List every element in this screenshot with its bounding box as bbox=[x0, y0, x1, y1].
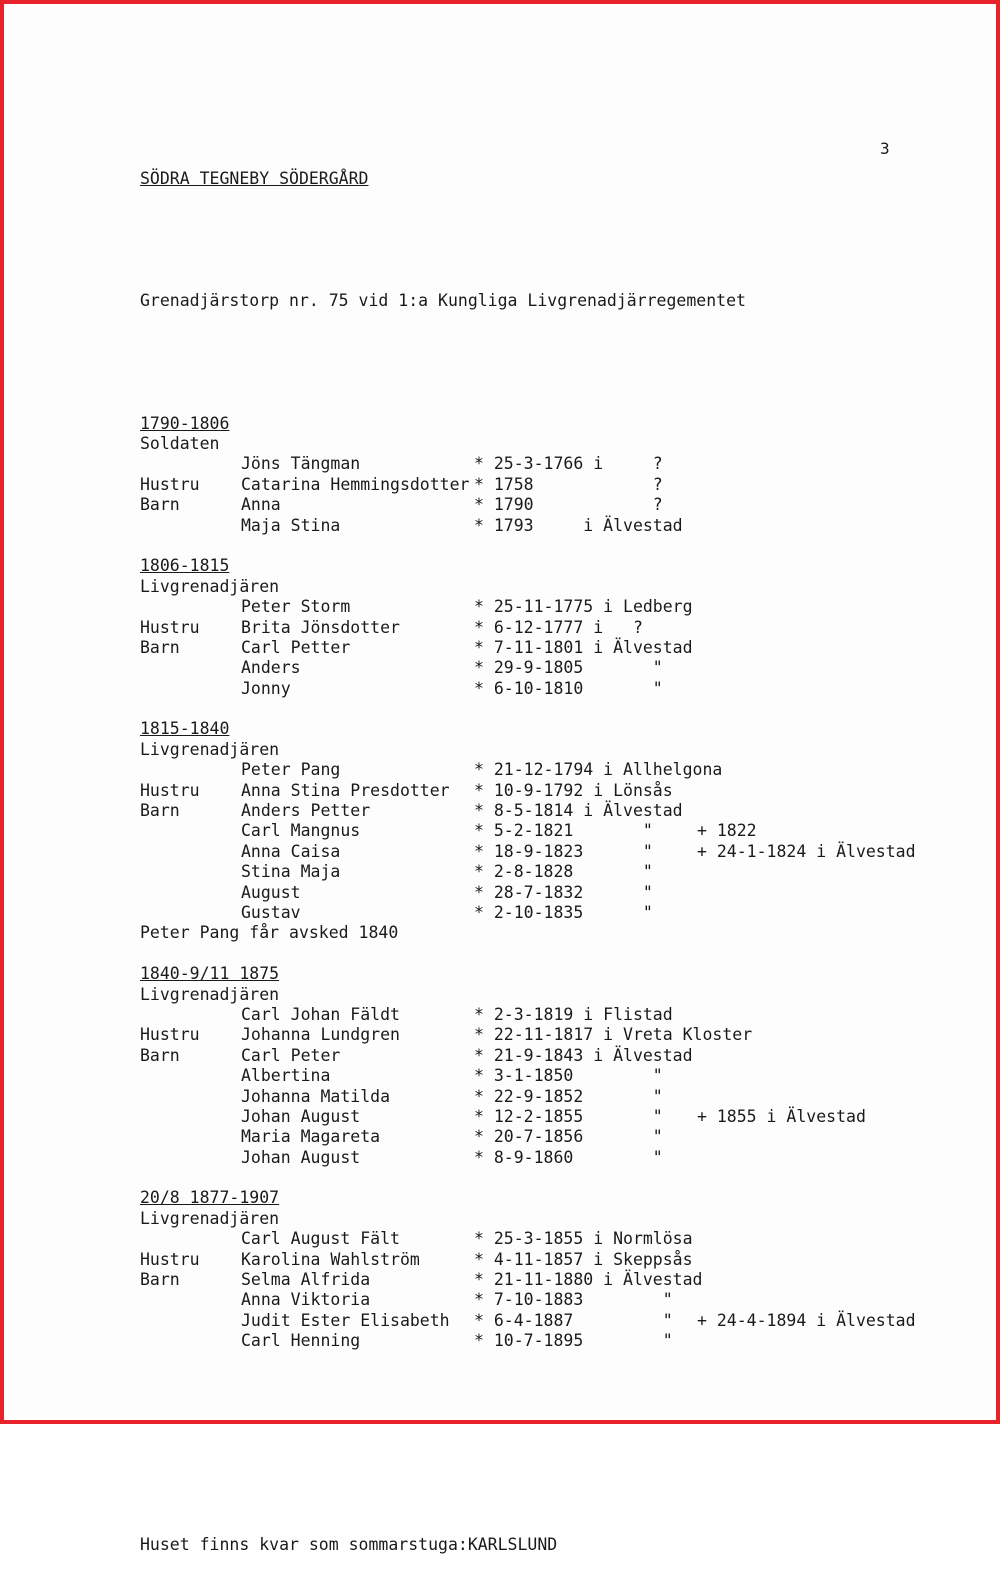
person-birth: * 25-11-1775 i Ledberg bbox=[474, 597, 693, 617]
section-period: 1815-1840 bbox=[140, 719, 230, 739]
person-row bbox=[140, 475, 960, 495]
person-row bbox=[140, 781, 960, 801]
person-role: Hustru bbox=[140, 1249, 200, 1269]
person-name: Brita Jönsdotter bbox=[241, 617, 400, 637]
person-row bbox=[140, 1311, 960, 1331]
person-birth: * 1793 i Älvestad bbox=[474, 515, 683, 535]
person-row bbox=[140, 1066, 960, 1086]
section-heading: Livgrenadjären bbox=[140, 984, 280, 1004]
person-birth: * 2-8-1828 " bbox=[474, 862, 653, 882]
person-birth: * 22-9-1852 " bbox=[474, 1086, 663, 1106]
section-heading: Livgrenadjären bbox=[140, 1208, 280, 1228]
person-death: + 1822 bbox=[697, 821, 757, 841]
person-name: Johanna Lundgren bbox=[241, 1025, 400, 1045]
person-name: Carl Johan Fäldt bbox=[241, 1004, 400, 1024]
person-name: August bbox=[241, 882, 301, 902]
person-death: + 1855 i Älvestad bbox=[697, 1106, 866, 1126]
person-name: Carl Henning bbox=[241, 1331, 361, 1351]
person-name: Carl Mangnus bbox=[241, 821, 361, 841]
person-row bbox=[140, 883, 960, 903]
person-name: Peter Pang bbox=[241, 760, 341, 780]
person-birth: * 21-12-1794 i Allhelgona bbox=[474, 760, 723, 780]
person-name: Catarina Hemmingsdotter bbox=[241, 474, 470, 494]
person-name: Johan August bbox=[241, 1147, 361, 1167]
section-period: 1790-1806 bbox=[140, 413, 230, 433]
person-row bbox=[140, 862, 960, 882]
person-birth: * 20-7-1856 " bbox=[474, 1127, 663, 1147]
person-birth: * 2-10-1835 " bbox=[474, 903, 653, 922]
person-birth: * 29-9-1805 " bbox=[474, 658, 663, 678]
person-row bbox=[140, 618, 960, 638]
person-name: Gustav bbox=[241, 903, 301, 922]
person-name: Maja Stina bbox=[241, 515, 341, 535]
person-birth: * 21-11-1880 i Älvestad bbox=[474, 1270, 703, 1290]
person-birth: * 21-9-1843 i Älvestad bbox=[474, 1045, 693, 1065]
person-name: Jonny bbox=[241, 678, 291, 698]
person-death: + 24-1-1824 i Älvestad bbox=[697, 841, 916, 861]
document-subtitle: Grenadjärstorp nr. 75 vid 1:a Kungliga Livgrenadjärregementet bbox=[140, 291, 746, 311]
person-birth: * 22-11-1817 i Vreta Kloster bbox=[474, 1025, 753, 1045]
section-heading: Soldaten bbox=[140, 434, 220, 454]
person-death: + 24-4-1894 i Älvestad bbox=[697, 1310, 916, 1330]
person-row bbox=[140, 842, 960, 862]
person-name: Johan August bbox=[241, 1106, 361, 1126]
person-row bbox=[140, 1250, 960, 1270]
person-birth: * 6-4-1887 " bbox=[474, 1310, 673, 1330]
section bbox=[140, 1188, 960, 1372]
person-name: Selma Alfrida bbox=[241, 1270, 371, 1290]
person-role: Barn bbox=[140, 495, 180, 515]
person-birth: * 8-9-1860 " bbox=[474, 1147, 663, 1167]
person-row bbox=[140, 1005, 960, 1025]
person-row bbox=[140, 679, 960, 699]
person-birth: * 18-9-1823 " bbox=[474, 841, 653, 861]
person-name: Jöns Tängman bbox=[241, 454, 361, 474]
section bbox=[140, 964, 960, 1188]
person-role: Hustru bbox=[140, 1025, 200, 1045]
person-birth: * 4-11-1857 i Skeppsås bbox=[474, 1249, 693, 1269]
person-name: Karolina Wahlström bbox=[241, 1249, 420, 1269]
person-row bbox=[140, 1025, 960, 1045]
person-birth: * 7-10-1883 " bbox=[474, 1290, 673, 1310]
person-birth: * 10-9-1792 i Lönsås bbox=[474, 780, 673, 800]
page-number: 3 bbox=[880, 139, 890, 158]
document-title: SÖDRA TEGNEBY SÖDERGÅRD bbox=[140, 168, 369, 188]
section-heading: Livgrenadjären bbox=[140, 739, 280, 759]
person-row bbox=[140, 516, 960, 536]
person-row bbox=[140, 1331, 960, 1351]
person-birth: * 25-3-1855 i Normlösa bbox=[474, 1229, 693, 1249]
section-period: 1806-1815 bbox=[140, 556, 230, 576]
person-role: Barn bbox=[140, 801, 180, 821]
section bbox=[140, 414, 960, 557]
section-note: Peter Pang får avsked 1840 bbox=[140, 923, 399, 943]
person-name: Anders bbox=[241, 658, 301, 678]
document-footer: Huset finns kvar som sommarstuga:KARLSLUND bbox=[140, 1535, 558, 1555]
person-name: Albertina bbox=[241, 1066, 331, 1086]
section bbox=[140, 556, 960, 719]
person-role: Barn bbox=[140, 1045, 180, 1065]
person-row bbox=[140, 1046, 960, 1066]
person-row bbox=[140, 638, 960, 658]
person-row bbox=[140, 495, 960, 515]
person-name: Peter Storm bbox=[241, 597, 351, 617]
person-role: Hustru bbox=[140, 780, 200, 800]
sections-container bbox=[140, 414, 960, 1372]
person-birth: * 25-3-1766 i ? bbox=[474, 454, 663, 474]
person-row bbox=[140, 1148, 960, 1168]
person-name: Maria Magareta bbox=[241, 1127, 381, 1147]
person-row bbox=[140, 597, 960, 617]
person-name: Anna Stina Presdotter bbox=[241, 780, 450, 800]
section-heading: Livgrenadjären bbox=[140, 576, 280, 596]
person-birth: * 6-12-1777 i ? bbox=[474, 617, 643, 637]
section bbox=[140, 719, 960, 964]
person-name: Anders Petter bbox=[241, 801, 371, 821]
section-period: 1840-9/11 1875 bbox=[140, 964, 280, 984]
person-birth: * 5-2-1821 " bbox=[474, 821, 653, 841]
person-name: Anna Caisa bbox=[241, 841, 341, 861]
section-period: 20/8 1877-1907 bbox=[140, 1188, 280, 1208]
person-birth: * 3-1-1850 " bbox=[474, 1066, 663, 1086]
document-body bbox=[140, 128, 960, 1576]
person-role: Hustru bbox=[140, 617, 200, 637]
person-birth: * 1790 ? bbox=[474, 495, 663, 515]
person-row bbox=[140, 903, 960, 923]
person-name: Carl Petter bbox=[241, 637, 351, 657]
person-name: Judit Ester Elisabeth bbox=[241, 1310, 450, 1330]
person-name: Johanna Matilda bbox=[241, 1086, 391, 1106]
person-row bbox=[140, 760, 960, 780]
person-birth: * 28-7-1832 " bbox=[474, 882, 653, 902]
person-row bbox=[140, 1229, 960, 1249]
person-birth: * 8-5-1814 i Älvestad bbox=[474, 801, 683, 821]
person-role: Barn bbox=[140, 1270, 180, 1290]
person-row bbox=[140, 1087, 960, 1107]
person-row bbox=[140, 1107, 960, 1127]
person-row bbox=[140, 1270, 960, 1290]
person-role: Barn bbox=[140, 637, 180, 657]
person-birth: * 10-7-1895 " bbox=[474, 1331, 673, 1351]
person-name: Carl Peter bbox=[241, 1045, 341, 1065]
person-birth: * 1758 ? bbox=[474, 474, 663, 494]
person-role: Hustru bbox=[140, 474, 200, 494]
person-birth: * 7-11-1801 i Älvestad bbox=[474, 637, 693, 657]
person-row bbox=[140, 454, 960, 474]
person-name: Anna Viktoria bbox=[241, 1290, 371, 1310]
person-birth: * 2-3-1819 i Flistad bbox=[474, 1004, 673, 1024]
person-row bbox=[140, 821, 960, 841]
person-birth: * 12-2-1855 " bbox=[474, 1106, 663, 1126]
person-name: Anna bbox=[241, 495, 281, 515]
person-name: Stina Maja bbox=[241, 862, 341, 882]
person-row bbox=[140, 1290, 960, 1310]
person-row bbox=[140, 801, 960, 821]
person-birth: * 6-10-1810 " bbox=[474, 678, 663, 698]
person-row bbox=[140, 1127, 960, 1147]
person-name: Carl August Fält bbox=[241, 1229, 400, 1249]
person-row bbox=[140, 658, 960, 678]
